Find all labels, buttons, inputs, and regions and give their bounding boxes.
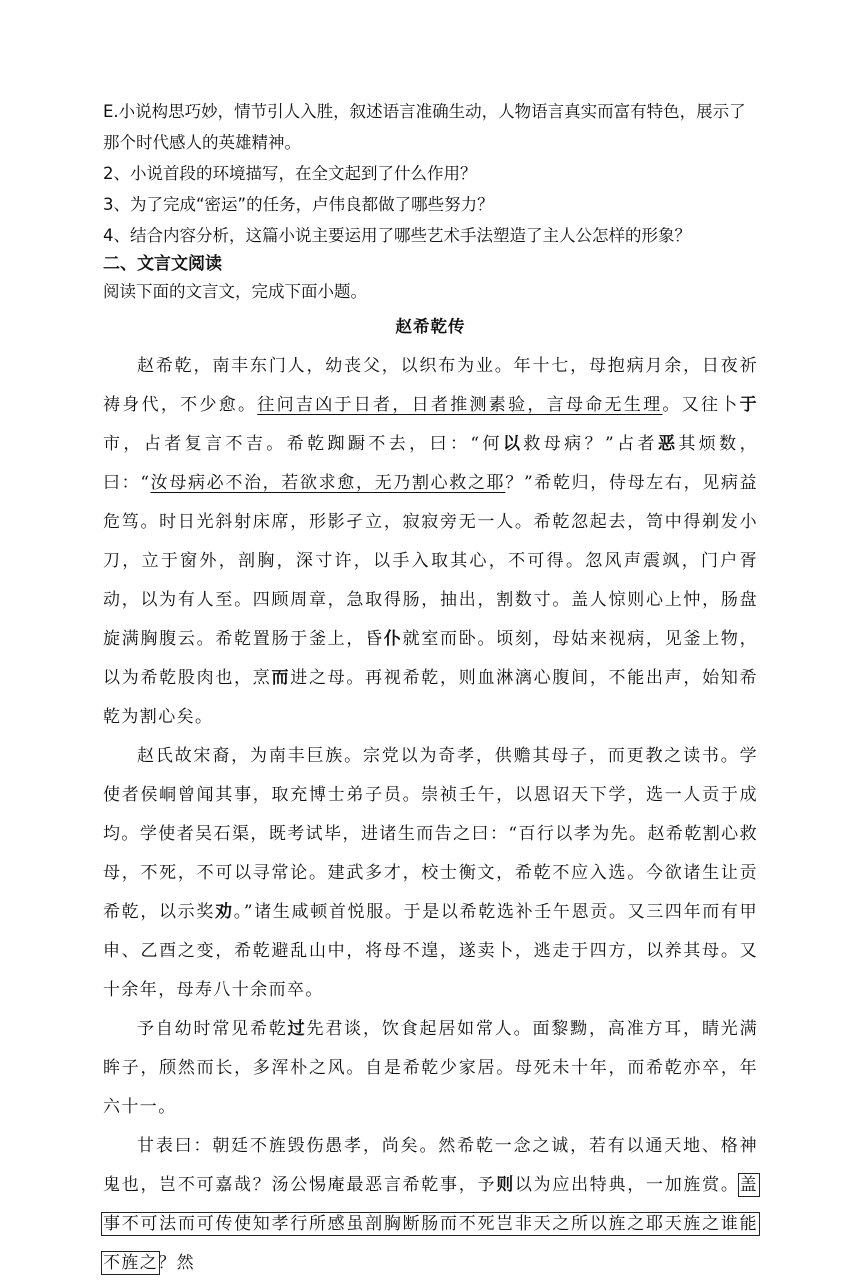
text-run: 甘表曰：朝廷不旌毁伤愚孝，尚矣。然希乾一念之诚，若有以通天地、格神鬼也，岂不可嘉哉？汤公惕庵最恶言希乾事，予 bbox=[103, 1136, 758, 1195]
bold-word-pu: 仆 bbox=[383, 629, 403, 649]
text-run: 其烦数，曰：“ bbox=[103, 434, 758, 493]
text-run: 就室而卧。顷刻，母姑来视病，见釜上物，以为希乾股肉也，烹 bbox=[103, 629, 759, 688]
underlined-sentence-2: 汝母病必不治，若欲求愈，无乃割心救之耶 bbox=[150, 473, 506, 493]
text-run: 。”诸生咸顿首悦服。于是以希乾选补壬午恩贡。又三四年而有甲申、乙酉之变，希乾避乱山中，将母不遑，遂卖卜，逃走于四方，以养其母。又十余年，母寿八十余而卒。 bbox=[103, 902, 758, 1000]
text-run: 予自幼时常见希乾 bbox=[137, 1019, 288, 1039]
paragraph-3 bbox=[103, 1010, 758, 1127]
paragraph-2 bbox=[103, 737, 758, 1010]
option-e: E.小说构思巧妙，情节引人入胜，叙述语言准确生动，人物语言真实而富有特色，展示了那个时代感人的英雄精神。 bbox=[103, 102, 746, 152]
bold-word-er: 而 bbox=[271, 668, 291, 688]
bold-word-guo: 过 bbox=[287, 1019, 307, 1039]
text-run: ？”希乾归，侍母左右，见病益危笃。时日光斜射床席，形影孑立，寂寂旁无一人。希乾忽起去，笥中得剃发小刀，立于窗外，剖胸，深寸许，以手入取其心，不可得。忽风声震飒，门户胥动，以为有人至。四顾周章，急取得肠，抽出，割数寸。盖人惊则心上忡，肠盘旋满胸腹云。希乾置肠于釜上，昏 bbox=[103, 473, 758, 649]
text-run: 。又往卜 bbox=[662, 395, 740, 415]
text-run: 市，占者复言不吉。希乾踟蹰不去，曰：“何 bbox=[103, 434, 503, 454]
passage-title: 赵希乾传 bbox=[395, 317, 466, 336]
paragraph-4 bbox=[103, 1127, 758, 1283]
text-run: 赵氏故宋裔，为南丰巨族。宗党以为奇孝，供赡其母子，而更教之读书。学使者侯峒曾闻其事，取充博士弟子员。崇祯壬午，以恩诏天下学，选一人贡于成均。学使者吴石渠，既考试毕，进诸生而告之曰：“百行以孝为先。赵希乾割心救母，不死，不可以寻常论。建武多才，校士衡文，希乾不应入选。今欲诸生让贡希乾，以示奖 bbox=[103, 746, 758, 922]
boxed-punctuation-passage: 盖事不可法而可传使知孝行所感虽剖胸断肠而不死岂非天之所以旌之耶天旌之谁能不旌之 bbox=[103, 1175, 758, 1273]
question-3: 3、为了完成“密运”的任务，卢伟良都做了哪些努力？ bbox=[103, 195, 494, 214]
bold-word-quan: 劝 bbox=[215, 902, 234, 922]
text-run: 进之母。再视希乾，则血淋漓心腹间，不能出声，始知希乾为割心矣。 bbox=[103, 668, 759, 727]
classical-passage bbox=[103, 347, 758, 1283]
text-run: 先君谈，饮食起居如常人。面黎黝，高准方耳，睛光满眸子，颀然而长，多浑朴之风。自是希乾少家居。母死未十年，而希乾亦卒，年六十一。 bbox=[103, 1019, 759, 1117]
bold-word-ze: 则 bbox=[496, 1175, 515, 1195]
bold-word-wu: 恶 bbox=[657, 434, 679, 454]
underlined-sentence-1: 往问吉凶于日者，日者推测素验，言母命无生理 bbox=[257, 395, 663, 415]
document-page bbox=[103, 96, 758, 1283]
question-block bbox=[103, 96, 758, 251]
section-instruction: 阅读下面的文言文，完成下面小题。 bbox=[103, 282, 367, 301]
text-run: 赵希乾，南丰东门人，幼丧父，以织布为业。年十七，母抱病月余，日夜祈祷身代，不少愈。 bbox=[103, 356, 758, 415]
section-heading: 二、文言文阅读 bbox=[103, 254, 222, 274]
text-run: ？然 bbox=[158, 1253, 196, 1273]
text-run: 救母病？”占者 bbox=[523, 434, 658, 454]
bold-word-yi: 以 bbox=[502, 434, 524, 454]
bold-word-yu: 于 bbox=[739, 395, 758, 415]
question-2: 2、小说首段的环境描写，在全文起到了什么作用？ bbox=[103, 164, 477, 183]
question-4: 4、结合内容分析，这篇小说主要运用了哪些艺术手法塑造了主人公怎样的形象？ bbox=[103, 226, 691, 245]
paragraph-1 bbox=[103, 347, 758, 737]
text-run: 以为应出特典，一加旌赏。 bbox=[514, 1175, 740, 1195]
